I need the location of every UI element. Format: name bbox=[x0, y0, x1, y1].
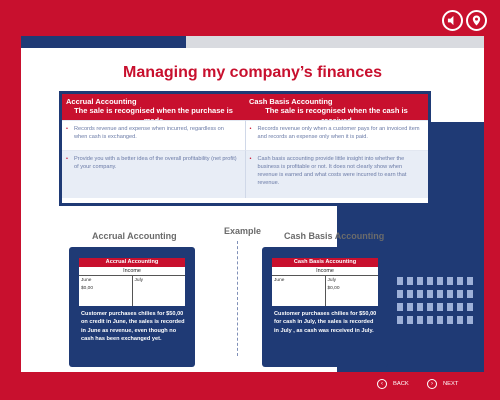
ledger-column-june bbox=[272, 276, 325, 306]
accrual-ledger bbox=[79, 258, 185, 306]
cash-header bbox=[245, 94, 428, 120]
table-cell: • Cash basis accounting provide little insight into whether the business is profitable or not. It does not clearly show when revenue is earned and what costs were incurred to earn that revenue. bbox=[245, 150, 429, 198]
column-value: $0,00 bbox=[81, 285, 94, 291]
cash-example-title: Cash Basis Accounting bbox=[284, 231, 385, 241]
chevron-left-icon: ‹ bbox=[377, 379, 387, 389]
table-cell: • Records revenue and expense when incurred, regardless on when cash is exchanged. bbox=[62, 120, 245, 150]
ledger-column-july bbox=[325, 276, 379, 306]
column-label: June bbox=[274, 278, 285, 283]
map-pin-icon bbox=[471, 15, 482, 26]
ledger-subtitle: Income bbox=[272, 267, 378, 276]
table-cell: • Provide you with a better idea of the overall profitability (net profit) of your company. bbox=[62, 150, 245, 198]
ledger-column-june bbox=[79, 276, 132, 306]
next-button[interactable] bbox=[427, 379, 458, 389]
accrual-header bbox=[62, 94, 245, 120]
example-label: Example bbox=[224, 226, 262, 236]
chevron-right-icon: › bbox=[427, 379, 437, 389]
column-label: July bbox=[327, 278, 337, 283]
page-title: Managing my company’s finances bbox=[122, 64, 383, 81]
accrual-example-card bbox=[69, 247, 195, 367]
cash-example-text: Customer purchases chilies for $50,00 for cash in July, the sales is recorded in July , as cash was received in July. bbox=[274, 311, 377, 334]
progress-bar-filled bbox=[21, 36, 186, 48]
column-label: July bbox=[134, 278, 144, 283]
audio-button[interactable] bbox=[442, 10, 463, 31]
column-label: June bbox=[81, 278, 92, 283]
ledger-columns bbox=[79, 276, 185, 306]
speaker-icon bbox=[447, 15, 458, 26]
accrual-example-text: Customer purchases chilies for $50,00 on credit in June, the sales is recorded in June as revenue, even though no cash has been exchanged yet. bbox=[81, 311, 185, 343]
ledger-title: Cash Basis Accounting bbox=[272, 258, 378, 267]
divider bbox=[237, 241, 238, 356]
ledger-columns bbox=[272, 276, 378, 306]
table-header bbox=[62, 94, 428, 120]
accrual-example-title: Accrual Accounting bbox=[92, 231, 177, 241]
cash-subheading: The sale is recognised when the cash is bbox=[265, 106, 408, 116]
column-value: $0,00 bbox=[327, 285, 340, 291]
ledger-column-july bbox=[132, 276, 186, 306]
cash-heading: Cash Basis Accounting bbox=[249, 97, 333, 106]
comparison-table bbox=[59, 91, 431, 206]
accrual-heading: Accrual Accounting bbox=[66, 97, 137, 106]
location-button[interactable] bbox=[466, 10, 487, 31]
cash-ledger bbox=[272, 258, 378, 306]
table-row bbox=[62, 120, 428, 150]
cash-example-card bbox=[262, 247, 388, 367]
ledger-title: Accrual Accounting bbox=[79, 258, 185, 267]
table-cell: • Records revenue only when a customer pays for an invoiced item and records an expense only when it is paid. bbox=[245, 120, 429, 150]
slide-content bbox=[21, 36, 484, 372]
progress-bar-track bbox=[186, 36, 484, 48]
next-label: NEXT bbox=[443, 381, 459, 387]
ledger-subtitle: Income bbox=[79, 267, 185, 276]
accrual-subheading: The sale is recognised when the purchase is bbox=[74, 106, 233, 116]
table-row bbox=[62, 150, 428, 198]
back-button[interactable] bbox=[377, 379, 409, 389]
back-label: BACK bbox=[393, 381, 409, 387]
